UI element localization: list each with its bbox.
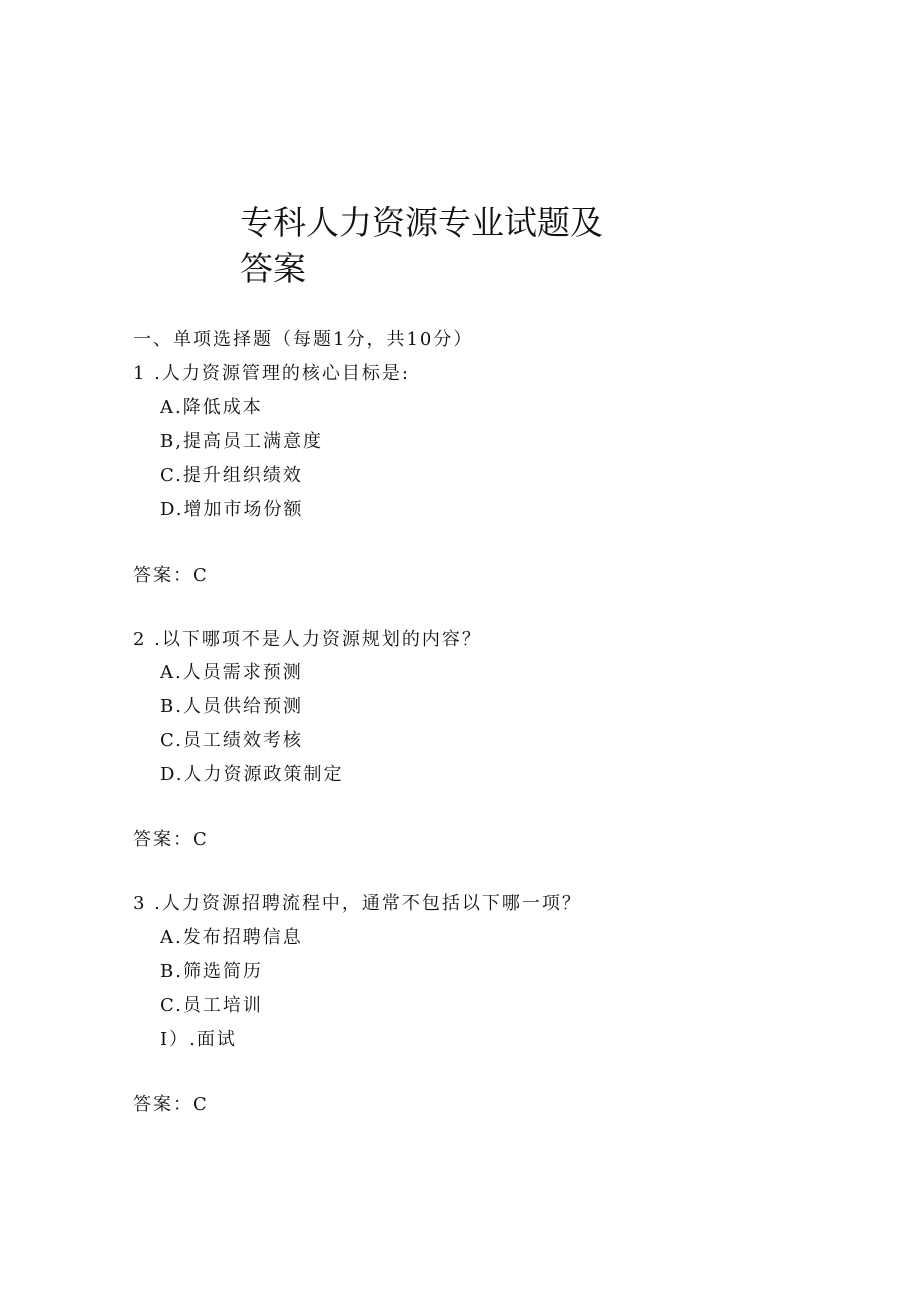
question-1-answer: 答案：C — [133, 565, 209, 586]
question-3-option-a: A.发布招聘信息 — [160, 927, 303, 948]
question-1-option-c: C.提升组织绩效 — [160, 465, 303, 486]
question-2-stem: 2 .以下哪项不是人力资源规划的内容？ — [133, 629, 482, 650]
question-1-stem: 1 .人力资源管理的核心目标是: — [133, 363, 410, 384]
question-2-option-c: C.员工绩效考核 — [160, 730, 303, 751]
question-3-option-b: B.筛选简历 — [160, 961, 263, 982]
question-2-option-a: A.人员需求预测 — [160, 662, 303, 683]
question-2-option-d: D.人力资源政策制定 — [160, 764, 344, 785]
question-1-option-a: A.降低成本 — [160, 397, 263, 418]
section-heading: 一、单项选择题（每题1分，共10分） — [133, 329, 474, 350]
document-title-line-1: 专科人力资源专业试题及 — [240, 203, 603, 242]
question-3-stem: 3 .人力资源招聘流程中，通常不包括以下哪一项？ — [133, 893, 582, 914]
document-title — [240, 200, 620, 292]
question-3-option-d: I）.面试 — [160, 1029, 237, 1050]
question-1-option-d: D.增加市场份额 — [160, 499, 304, 520]
question-3-option-c: C.员工培训 — [160, 995, 263, 1016]
question-1-option-b: B,提高员工满意度 — [160, 431, 323, 452]
question-3-answer: 答案：C — [133, 1094, 209, 1115]
question-2-option-b: B.人员供给预测 — [160, 696, 303, 717]
question-2-answer: 答案：C — [133, 829, 209, 850]
document-title-line-2: 答案 — [240, 249, 306, 288]
